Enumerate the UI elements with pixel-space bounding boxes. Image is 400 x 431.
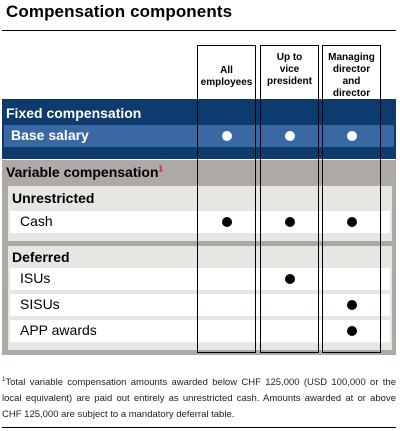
- eligibility-dot: [222, 217, 232, 227]
- column-header-line: Managing: [328, 52, 375, 63]
- column-header-line: vice: [279, 64, 300, 75]
- column-header-line: director: [332, 88, 371, 99]
- footnote-text: Total variable compensation amounts awarded below CHF 125,000 (USD 100,000 or the local equivalent) are paid out entirely as unrestricted cash. Amounts awarded at or above CHF 125,000 are subject to a mandatory deferral table.: [2, 377, 396, 421]
- column-up-to-vice-president: [260, 45, 319, 353]
- column-header-line: employees: [200, 77, 253, 88]
- eligibility-dot: [347, 300, 357, 310]
- row-label: ISUs: [20, 270, 51, 286]
- bottom-rule: [2, 427, 396, 428]
- row-label: Cash: [20, 213, 53, 229]
- column-all-employees: [197, 45, 256, 353]
- eligibility-dot: [285, 274, 295, 284]
- column-header-line: president: [266, 76, 312, 87]
- deferred-heading: Deferred: [12, 249, 70, 265]
- eligibility-dot: [222, 131, 232, 141]
- variable-compensation-label: Variable compensation: [6, 164, 159, 180]
- footnote: [2, 372, 396, 423]
- eligibility-dot: [347, 217, 357, 227]
- row-label: APP awards: [20, 322, 97, 338]
- column-header-line: All: [220, 65, 233, 76]
- footnote-marker: 1: [158, 164, 163, 174]
- column-header-line: Up to: [276, 52, 303, 63]
- eligibility-dot: [347, 131, 357, 141]
- eligibility-dot: [285, 131, 295, 141]
- footnote-marker: 1: [2, 377, 6, 383]
- column-header: [198, 65, 255, 89]
- title-rule: [2, 30, 396, 31]
- eligibility-dot: [285, 217, 295, 227]
- page-title: Compensation components: [6, 2, 233, 21]
- base-salary-label: Base salary: [11, 127, 89, 143]
- unrestricted-heading: Unrestricted: [12, 190, 95, 206]
- row-label: SISUs: [20, 296, 60, 312]
- column-header-line: director and: [332, 64, 371, 87]
- variable-compensation-heading: [6, 164, 163, 180]
- column-header: [323, 52, 380, 100]
- eligibility-dot: [347, 326, 357, 336]
- column-header: [261, 52, 318, 88]
- fixed-compensation-heading: Fixed compensation: [6, 105, 142, 121]
